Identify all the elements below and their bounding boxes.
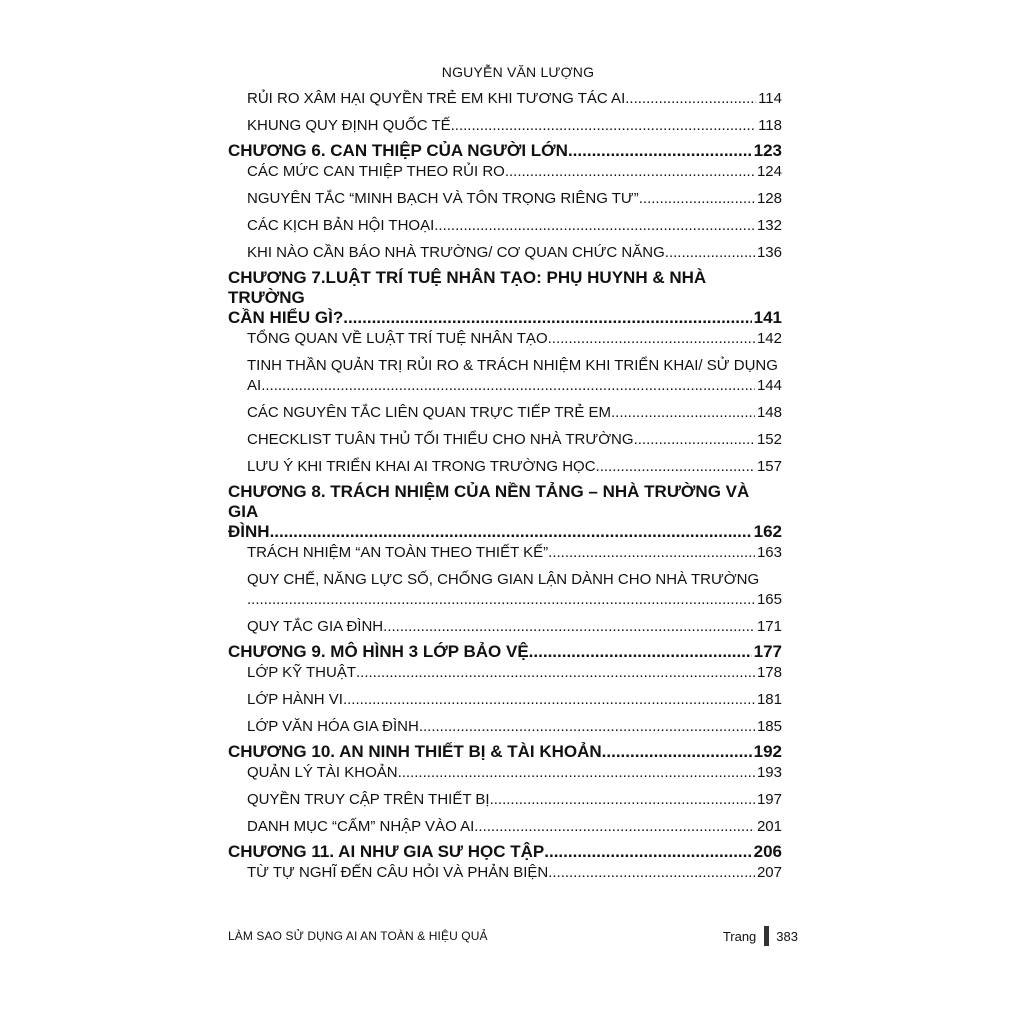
toc-chapter-title: CHƯƠNG 11. AI NHƯ GIA SƯ HỌC TẬP <box>228 842 545 861</box>
toc-chapter-page: 123 <box>753 141 782 160</box>
toc-entry-page: 163 <box>756 544 782 561</box>
toc-entry-title: KHI NÀO CẦN BÁO NHÀ TRƯỜNG/ CƠ QUAN CHỨC NĂNG <box>247 244 665 261</box>
toc-section-entry <box>228 544 782 562</box>
toc-chapter-page: 141 <box>753 308 782 327</box>
dot-leader <box>261 377 755 395</box>
dot-leader <box>625 90 756 108</box>
toc-section-entry <box>228 431 782 449</box>
dot-leader <box>398 764 755 782</box>
toc-chapter-page: 162 <box>753 522 782 541</box>
toc-chapter-title: CHƯƠNG 10. AN NINH THIẾT BỊ & TÀI KHOẢN <box>228 742 602 761</box>
toc-section-entry <box>228 818 782 836</box>
footer-page-label: Trang <box>722 928 757 944</box>
dot-leader <box>247 591 755 609</box>
toc-chapter-page: 206 <box>753 842 782 861</box>
toc-entry-title: NGUYÊN TẮC “MINH BẠCH VÀ TÔN TRỌNG RIÊNG TƯ” <box>247 190 639 207</box>
toc-section-entry <box>228 90 782 108</box>
toc-entry-page: 128 <box>756 190 782 207</box>
dot-leader <box>596 458 755 476</box>
dot-leader <box>665 244 755 262</box>
toc-entry-title: LỚP KỸ THUẬT <box>247 664 357 681</box>
dot-leader <box>634 431 755 449</box>
toc-section-entry <box>228 404 782 422</box>
footer-book-title: LÀM SAO SỬ DỤNG AI AN TOÀN & HIỆU QUẢ <box>228 929 488 943</box>
dot-leader <box>383 618 755 636</box>
dot-leader <box>544 842 751 862</box>
toc-entry-page: 171 <box>756 618 782 635</box>
dot-leader <box>602 742 752 762</box>
toc-entry-title: LỚP HÀNH VI <box>247 691 343 708</box>
toc-section-entry <box>228 357 782 395</box>
dot-leader <box>548 864 755 882</box>
toc-section-entry <box>228 458 782 476</box>
toc-section-entry <box>228 244 782 262</box>
toc-entry-page: 181 <box>756 691 782 708</box>
toc-entry-title: TRÁCH NHIỆM “AN TOÀN THEO THIẾT KẾ” <box>247 544 549 561</box>
toc-chapter-entry <box>228 842 782 862</box>
dot-leader <box>505 163 755 181</box>
dot-leader <box>490 791 755 809</box>
toc-section-entry <box>228 691 782 709</box>
dot-leader <box>343 308 751 328</box>
toc-entry-page: 142 <box>756 330 782 347</box>
toc-entry-title: CÁC NGUYÊN TẮC LIÊN QUAN TRỰC TIẾP TRẺ EM <box>247 404 611 421</box>
dot-leader <box>529 642 752 662</box>
toc-entry-title: CÁC MỨC CAN THIỆP THEO RỦI RO <box>247 163 505 180</box>
toc-section-entry <box>228 864 782 882</box>
toc-chapter-entry <box>228 141 782 161</box>
toc-entry-page: 144 <box>756 377 782 394</box>
toc-section-entry <box>228 163 782 181</box>
dot-leader <box>343 691 755 709</box>
dot-leader <box>568 141 752 161</box>
toc-entry-page: 136 <box>756 244 782 261</box>
toc-entry-title-line1: TINH THẦN QUẢN TRỊ RỦI RO & TRÁCH NHIỆM KHI TRIỂN KHAI/ SỬ DỤNG <box>247 357 778 374</box>
toc-section-entry <box>228 571 782 609</box>
toc-chapter-title-line2: CẦN HIỂU GÌ? <box>228 308 344 327</box>
toc-entry-title: CHECKLIST TUÂN THỦ TỐI THIỂU CHO NHÀ TRƯỜNG <box>247 431 634 448</box>
toc-chapter-title: CHƯƠNG 6. CAN THIỆP CỦA NGƯỜI LỚN <box>228 141 568 160</box>
toc-chapter-entry <box>228 642 782 662</box>
toc-entry-title: QUYỀN TRUY CẬP TRÊN THIẾT BỊ <box>247 791 490 808</box>
toc-section-entry <box>228 190 782 208</box>
toc-chapter-page: 192 <box>753 742 782 761</box>
toc-entry-page: 178 <box>756 664 782 681</box>
toc-chapter-entry <box>228 482 782 542</box>
toc-entry-title: LƯU Ý KHI TRIỂN KHAI AI TRONG TRƯỜNG HỌC <box>247 458 596 475</box>
toc-entry-title: QUẢN LÝ TÀI KHOẢN <box>247 764 398 781</box>
dot-leader <box>548 544 755 562</box>
dot-leader <box>611 404 755 422</box>
toc-entry-title: TỔNG QUAN VỀ LUẬT TRÍ TUỆ NHÂN TẠO <box>247 330 548 347</box>
dot-leader <box>356 664 755 682</box>
toc-chapter-title-line1: CHƯƠNG 8. TRÁCH NHIỆM CỦA NỀN TẢNG – NHÀ TRƯỜNG VÀ GIA <box>228 482 750 521</box>
dot-leader <box>270 522 752 542</box>
toc-section-entry <box>228 117 782 135</box>
toc-section-entry <box>228 764 782 782</box>
toc-entry-page: 165 <box>756 591 782 608</box>
dot-leader <box>474 818 755 836</box>
toc-chapter-title-line2: ĐÌNH <box>228 522 270 541</box>
dot-leader <box>419 718 755 736</box>
toc-entry-page: 148 <box>756 404 782 421</box>
toc-entry-title-line2: AI <box>247 377 262 394</box>
toc-chapter-entry <box>228 268 782 328</box>
toc-entry-page: 197 <box>756 791 782 808</box>
dot-leader <box>639 190 755 208</box>
toc-section-entry <box>228 791 782 809</box>
toc-section-entry <box>228 330 782 348</box>
table-of-contents <box>228 90 782 883</box>
toc-entry-page: 118 <box>758 117 782 134</box>
dot-leader <box>548 330 755 348</box>
toc-entry-title: LỚP VĂN HÓA GIA ĐÌNH <box>247 718 419 735</box>
footer-divider-bar <box>764 926 769 946</box>
toc-entry-page: 207 <box>756 864 782 881</box>
toc-entry-page: 152 <box>756 431 782 448</box>
toc-entry-title: DANH MỤC “CẤM” NHẬP VÀO AI <box>247 818 475 835</box>
toc-entry-page: 114 <box>758 90 782 107</box>
toc-entry-page: 132 <box>756 217 782 234</box>
page-footer <box>228 926 798 946</box>
toc-entry-page: 157 <box>756 458 782 475</box>
dot-leader <box>451 117 756 135</box>
toc-entry-title: RỦI RO XÂM HẠI QUYỀN TRẺ EM KHI TƯƠNG TÁC AI <box>247 90 626 107</box>
toc-section-entry <box>228 664 782 682</box>
toc-entry-page: 124 <box>756 163 782 180</box>
toc-entry-title-line1: QUY CHẾ, NĂNG LỰC SỐ, CHỐNG GIAN LẬN DÀNH CHO NHÀ TRƯỜNG <box>247 571 760 588</box>
dot-leader <box>434 217 755 235</box>
toc-entry-page: 201 <box>756 818 782 835</box>
toc-section-entry <box>228 618 782 636</box>
toc-entry-title: TỪ TỰ NGHĨ ĐẾN CÂU HỎI VÀ PHẢN BIỆN <box>247 864 549 881</box>
toc-section-entry <box>228 718 782 736</box>
footer-page-number: 383 <box>776 928 798 944</box>
running-header-author: NGUYỄN VĂN LƯỢNG <box>441 64 595 80</box>
toc-chapter-page: 177 <box>753 642 782 661</box>
toc-section-entry <box>228 217 782 235</box>
toc-chapter-entry <box>228 742 782 762</box>
toc-entry-page: 193 <box>756 764 782 781</box>
toc-entry-title: QUY TẮC GIA ĐÌNH <box>247 618 384 635</box>
toc-chapter-title-line1: CHƯƠNG 7.LUẬT TRÍ TUỆ NHÂN TẠO: PHỤ HUYNH & NHÀ TRƯỜNG <box>228 268 707 307</box>
toc-chapter-title: CHƯƠNG 9. MÔ HÌNH 3 LỚP BẢO VỆ <box>228 642 529 661</box>
toc-entry-title: KHUNG QUY ĐỊNH QUỐC TẾ <box>247 117 451 134</box>
toc-entry-title: CÁC KỊCH BẢN HỘI THOẠI <box>247 217 435 234</box>
toc-entry-page: 185 <box>756 718 782 735</box>
